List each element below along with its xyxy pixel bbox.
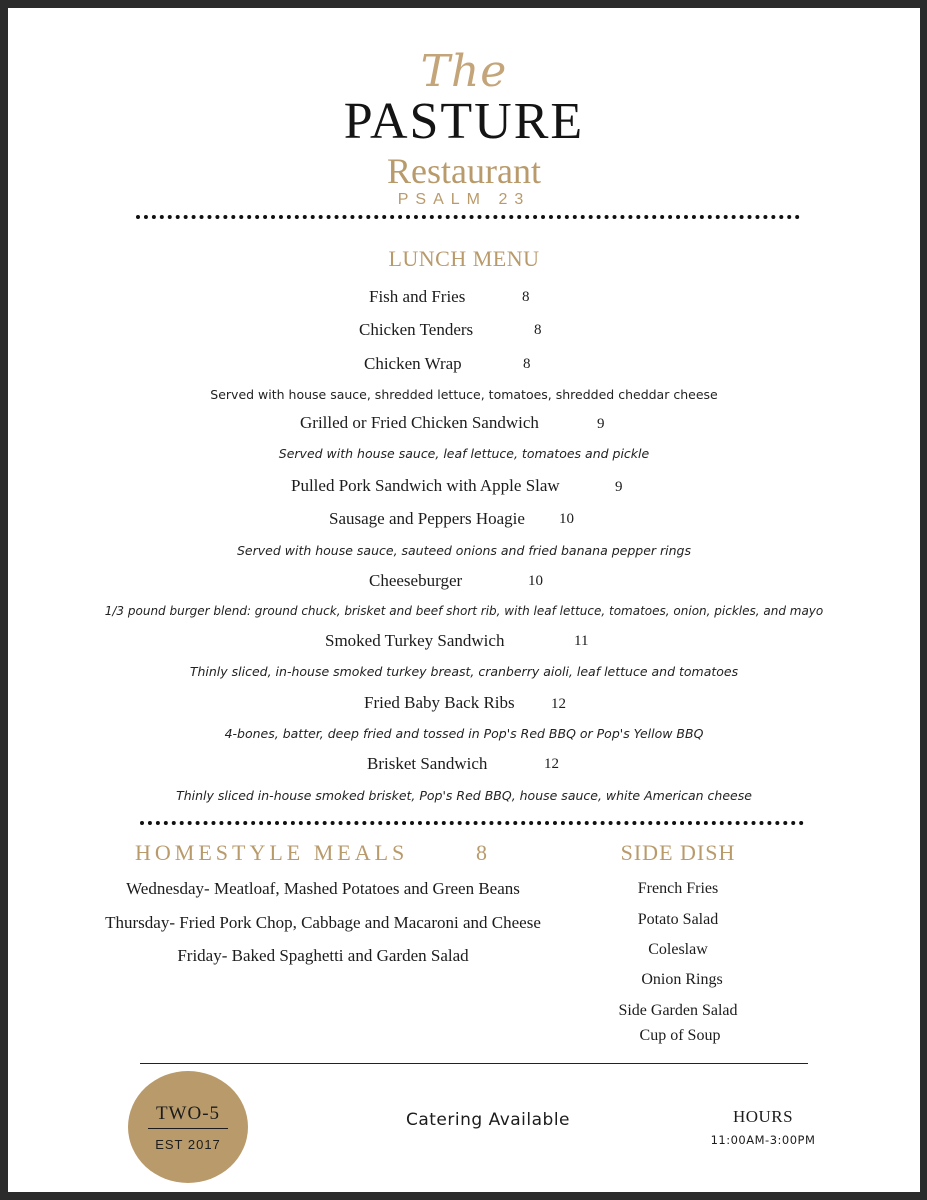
menu-item-name: Grilled or Fried Chicken Sandwich <box>300 413 539 432</box>
homestyle-item: Friday- Baked Spaghetti and Garden Salad <box>177 946 469 965</box>
hours-title: HOURS <box>732 1107 794 1126</box>
menu-item-name: Pulled Pork Sandwich with Apple Slaw <box>291 476 560 495</box>
brand-subtitle: Restaurant <box>387 151 541 191</box>
menu-item-name: Sausage and Peppers Hoagie <box>329 509 525 528</box>
menu-item-price: 11 <box>574 633 589 649</box>
menu-item-description: Thinly sliced, in-house smoked turkey breast, cranberry aioli, leaf lettuce and tomatoes <box>189 664 739 679</box>
menu-item-name: Brisket Sandwich <box>367 754 488 773</box>
menu-item-price: 9 <box>597 416 605 432</box>
menu-item-description: 1/3 pound burger blend: ground chuck, brisket and beef short rib, with leaf lettuce, tomatoes, onion, pickles, and mayo <box>104 604 824 618</box>
side-dish-item: Coleslaw <box>648 941 708 958</box>
menu-item-name: Fried Baby Back Ribs <box>364 693 515 712</box>
side-dish-item: Side Garden Salad <box>618 1002 738 1019</box>
homestyle-item: Thursday- Fried Pork Chop, Cabbage and Macaroni and Cheese <box>105 913 541 932</box>
menu-page <box>8 8 920 1192</box>
menu-item-price: 9 <box>615 479 623 495</box>
menu-item-name: Fish and Fries <box>369 287 466 306</box>
footer-divider <box>140 1063 808 1064</box>
brand-name: PASTURE <box>343 93 585 150</box>
menu-item-description: Served with house sauce, sauteed onions and fried banana pepper rings <box>236 543 692 558</box>
logo-established: EST 2017 <box>155 1137 221 1152</box>
menu-item-description: Served with house sauce, leaf lettuce, tomatoes and pickle <box>278 446 650 461</box>
logo-name: TWO-5 <box>155 1103 221 1124</box>
menu-item-price: 8 <box>522 289 530 305</box>
menu-item-name: Chicken Tenders <box>359 320 474 339</box>
logo-badge <box>128 1071 248 1183</box>
logo-rule <box>148 1128 228 1129</box>
menu-item-price: 8 <box>534 322 542 338</box>
brand-the: The <box>420 46 508 97</box>
homestyle-item: Wednesday- Meatloaf, Mashed Potatoes and Green Beans <box>126 879 520 898</box>
homestyle-title: HOMESTYLE MEALS <box>135 840 409 865</box>
hours-time: 11:00AM-3:00PM <box>710 1133 816 1147</box>
menu-item-name: Cheeseburger <box>369 571 463 590</box>
side-dish-item: Onion Rings <box>641 971 723 988</box>
menu-item-price: 12 <box>551 696 566 712</box>
menu-item-name: Chicken Wrap <box>364 354 462 373</box>
menu-item-price: 10 <box>559 511 574 527</box>
top-divider <box>136 215 800 219</box>
brand-verse: PSALM 23 <box>397 191 531 208</box>
menu-item-price: 12 <box>544 756 559 772</box>
homestyle-price: 8 <box>476 840 491 865</box>
menu-item-price: 10 <box>528 573 543 589</box>
menu-item-description: Served with house sauce, shredded lettuce, tomatoes, shredded cheddar cheese <box>210 387 718 402</box>
catering-note: Catering Available <box>405 1110 571 1130</box>
menu-item-price: 8 <box>523 356 531 372</box>
side-dish-title: SIDE DISH <box>620 840 736 865</box>
menu-item-description: Thinly sliced in-house smoked brisket, Pop's Red BBQ, house sauce, white American cheese <box>176 788 752 803</box>
side-dish-item: French Fries <box>637 880 719 897</box>
menu-item-name: Smoked Turkey Sandwich <box>325 631 505 650</box>
side-dish-item: Potato Salad <box>637 911 719 928</box>
middle-divider <box>140 821 804 825</box>
menu-item-description: 4-bones, batter, deep fried and tossed in Pop's Red BBQ or Pop's Yellow BBQ <box>224 726 704 741</box>
side-dish-item: Cup of Soup <box>639 1027 721 1044</box>
lunch-menu-title: LUNCH MENU <box>388 246 540 271</box>
